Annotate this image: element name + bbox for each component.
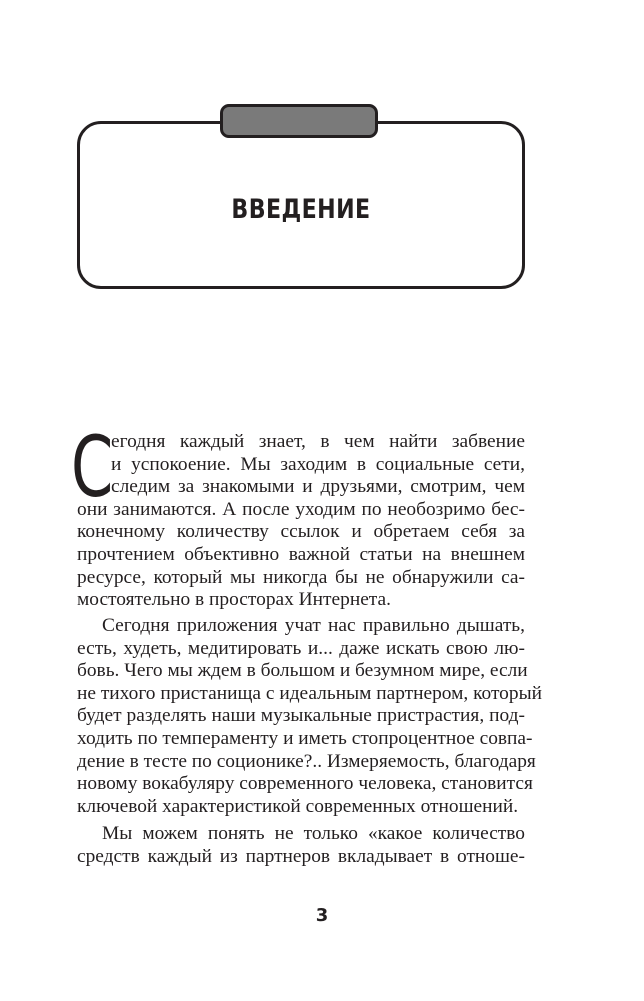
text-line: и успокоение. Мы заходим в социальные сети, (111, 453, 525, 475)
text-line: бовь. Чего мы ждем в большом и безумном мире, если (77, 660, 528, 682)
page-number: 3 (315, 905, 329, 926)
text-line: мостоятельно в просторах Интернета. (77, 589, 391, 611)
paragraph-3 (77, 823, 525, 868)
paragraph-2 (77, 615, 542, 818)
text-line: они занимаются. А после уходим по необозримо бес- (77, 498, 525, 520)
chapter-header-box (77, 121, 525, 289)
text-line: Сегодня приложения учат нас правильно дышать, (102, 615, 525, 636)
chapter-title: ВВЕДЕНИЕ (231, 194, 371, 225)
text-line: дение в тесте по соционике?.. Измеряемость, благодаря (77, 750, 536, 772)
text-line: ходить по темпераменту и иметь стопроцентное совпа- (77, 727, 533, 749)
text-line: ключевой характеристикой современных отношений. (77, 795, 519, 817)
text-line: конечному количеству ссылок и обретаем себя за (77, 521, 525, 543)
text-line: ресурсе, который мы никогда бы не обнаружили са- (77, 566, 525, 588)
chapter-tab-decoration (220, 104, 378, 138)
text-line: есть, худеть, медитировать и... даже искать свою лю- (77, 637, 525, 659)
text-line: будет разделять наши музыкальные пристрастия, под- (77, 705, 525, 727)
drop-cap: С (71, 418, 114, 516)
paragraph-1 (71, 418, 525, 612)
text-line: новому вокабуляру современного человека, становится (77, 773, 533, 795)
text-line: средств каждый из партнеров вкладывает в отноше- (77, 845, 525, 867)
text-line: не тихого пристанища с идеальным партнером, который (77, 682, 542, 704)
text-line: Мы можем понять не только «какое количество (102, 823, 525, 844)
text-line: следим за знакомыми и друзьями, смотрим, чем (111, 476, 525, 498)
text-line: прочтением объективно важной статьи на внешнем (77, 543, 525, 565)
text-line: егодня каждый знает, в чем найти забвение (111, 431, 525, 452)
